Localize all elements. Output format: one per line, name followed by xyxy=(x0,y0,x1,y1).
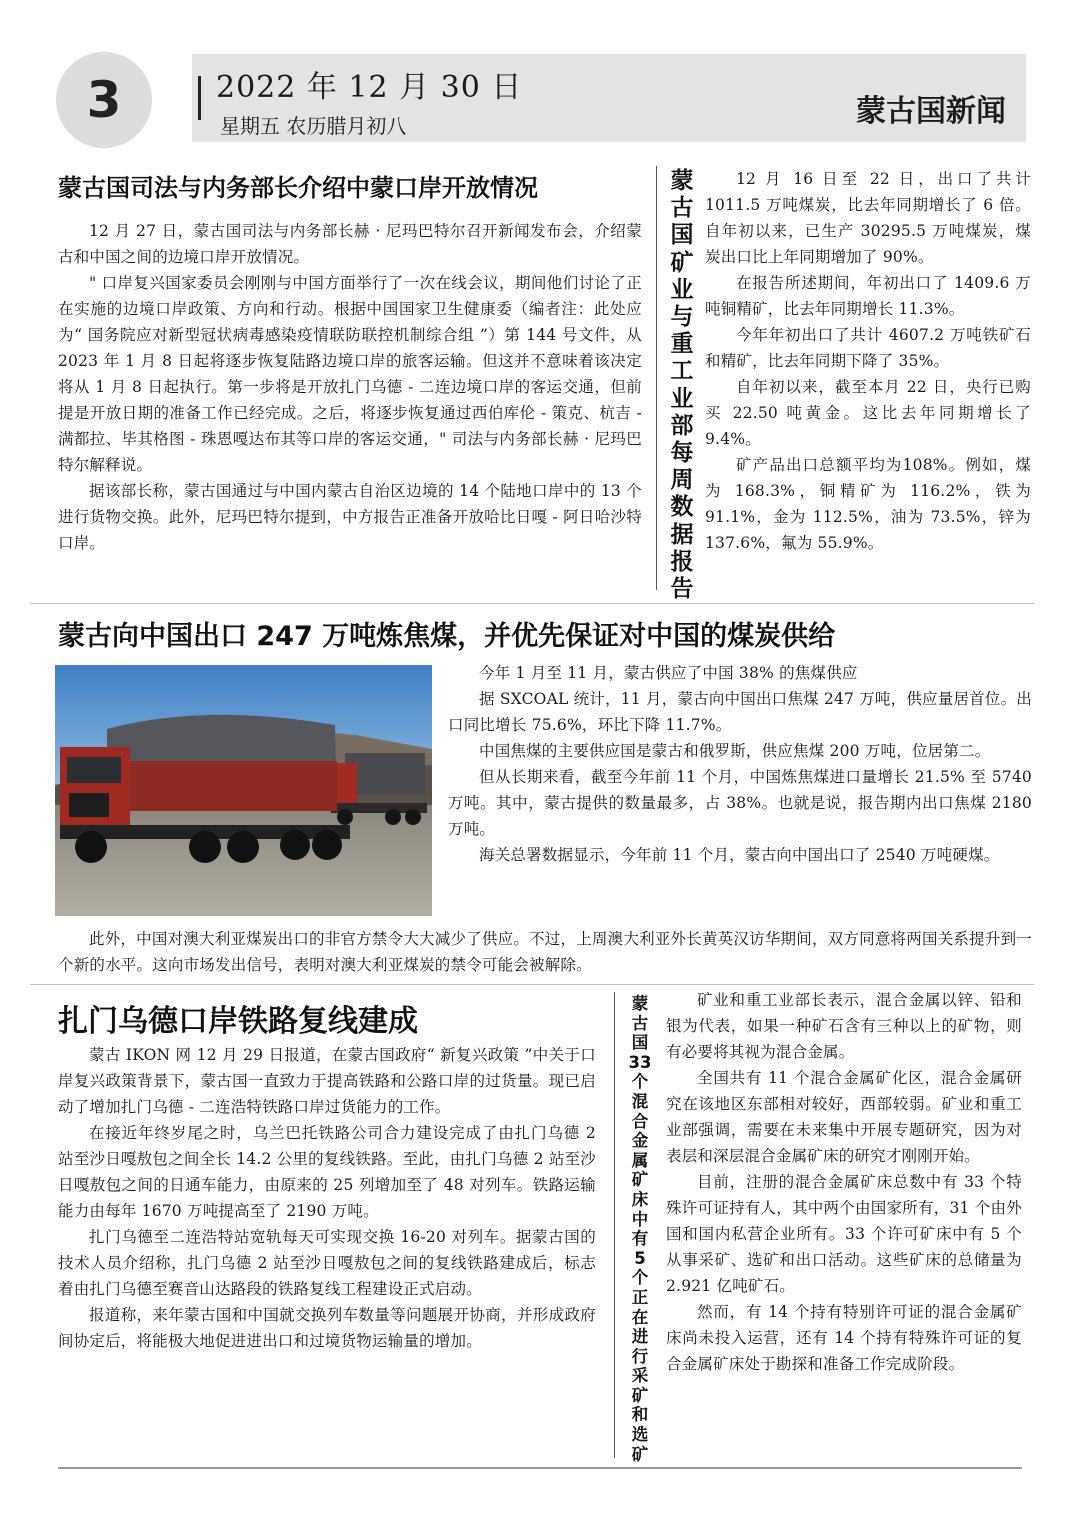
article3-paragraph: 此外，中国对澳大利亚煤炭出口的非官方禁令大大减少了供应。不过，上周澳大利亚外长黄英汉访华期间，双方同意将两国关系提升到一个新的水平。这向市场发出信号，表明对澳大利亚煤炭的禁令可能会被解除。 xyxy=(58,930,1032,974)
photo-truck-wheel xyxy=(312,830,342,860)
photo-truck-far-wheel xyxy=(385,809,401,825)
article3-paragraph: 今年 1 月至 11 月，蒙古供应了中国 38% 的焦煤供应 xyxy=(479,664,858,682)
article2-body xyxy=(705,166,1031,556)
headline-char: 数 xyxy=(670,494,694,521)
photo-truck-wheel xyxy=(75,831,107,863)
headline-char: 国 xyxy=(670,222,694,249)
headline-char: 有 xyxy=(631,1229,649,1249)
article2-vertical-headline xyxy=(664,168,700,603)
headline-char: 古 xyxy=(631,1013,649,1033)
headline-char: 工 xyxy=(670,358,694,385)
article3-paragraph: 但从长期来看，截至今年前 11 个月，中国炼焦煤进口量增长 21.5% 至 5740 万吨。其中，蒙古提供的数量最多，占 38%。也就是说，报告期内出口焦煤 2180 万吨。 xyxy=(448,768,1032,838)
article2-paragraph: 今年年初出口了共计 4607.2 万吨铁矿石和精矿，比去年同期下降了 35%。 xyxy=(705,326,1031,370)
article1-paragraph: 12 月 27 日，蒙古国司法与内务部长赫 · 尼玛巴特尔召开新闻发布会，介绍蒙古和中国之间的边境口岸开放情况。 xyxy=(58,222,642,266)
page-number-badge xyxy=(56,52,152,148)
coal-trucks-photo xyxy=(55,665,432,916)
issue-date: 2022 年 12 月 30 日 xyxy=(216,70,523,105)
article5-paragraph: 矿业和重工业部长表示，混合金属以锌、铅和银为代表，如果一种矿石含有三种以上的矿物，则有必要将其视为混合金属。 xyxy=(666,991,1022,1061)
photo-truck-wheel xyxy=(189,831,221,863)
headline-char: 个 xyxy=(631,1072,649,1092)
headline-char: 矿 xyxy=(631,1385,649,1405)
headline-char: 业 xyxy=(670,385,694,412)
headline-char: 5 xyxy=(634,1248,646,1268)
article3-body xyxy=(448,660,1032,868)
article5-paragraph: 然而，有 14 个持有特别许可证的混合金属矿床尚未投入运营，还有 14 个持有特殊许可证的复合金属矿床处于勘探和准备工作完成阶段。 xyxy=(666,1303,1022,1373)
article1-body xyxy=(58,218,642,556)
headline-char: 行 xyxy=(631,1346,649,1366)
article2-paragraph: 12 月 16 日至 22 日，出口了共计 1011.5 万吨煤炭，比去年同期增长了 6 倍。自年初以来，已生产 30295.5 万吨煤炭，煤炭出口比上年同期增加了 90%。 xyxy=(705,170,1031,266)
article1-paragraph: 据该部长称，蒙古国通过与中国内蒙古自治区边境的 14 个陆地口岸中的 13 个进行货物交换。此外，尼玛巴特尔提到，中方报告正准备开放哈比日嘎 - 阿日哈沙特口岸。 xyxy=(58,482,642,552)
article4-paragraph: 报道称，来年蒙古国和中国就交换列车数量等问题展开协商，并形成政府间协定后，将能极大地促进进出口和过境货物运输量的增加。 xyxy=(58,1306,596,1350)
photo-truck-far-wheel xyxy=(337,809,353,825)
photo-truck-wheel xyxy=(280,830,310,860)
headline-char: 业 xyxy=(670,276,694,303)
headline-char: 中 xyxy=(631,1209,649,1229)
headline-char: 矿 xyxy=(631,1170,649,1190)
headline-char: 矿 xyxy=(631,1444,649,1464)
article5-paragraph: 目前，注册的混合金属矿床总数中有 33 个特殊许可证持有人，其中两个由国家所有，31 个由外国和国内私营企业所有。33 个许可矿床中有 5 个从事采矿、选矿和出口活动。这些矿床的总储量为 2.921 亿吨矿石。 xyxy=(666,1173,1022,1295)
article4-paragraph: 扎门乌德至二连浩特站宽轨每天可实现交换 16-20 对列车。据蒙古国的技术人员介绍称，扎门乌德 2 站至沙日嘎敖包之间的复线铁路建成后，标志着由扎门乌德至赛音山达路段的铁路复线工程建设正式启动。 xyxy=(58,1228,596,1298)
article3-paragraph: 据 SXCOAL 统计，11 月，蒙古向中国出口焦煤 247 万吨，供应量居首位。出口同比增长 75.6%，环比下降 11.7%。 xyxy=(448,690,1032,734)
page-number: 3 xyxy=(86,71,122,129)
headline-char: 进 xyxy=(631,1327,649,1347)
headline-char: 蒙 xyxy=(631,994,649,1013)
headline-char: 和 xyxy=(631,1405,649,1425)
article4-paragraph: 在接近年终岁尾之时，乌兰巴托铁路公司合力建设完成了由扎门乌德 2 站至沙日嘎敖包之间全长 14.2 公里的复线铁路。至此，由扎门乌德 2 站至沙日嘎敖包之间的日通车能力，由原来的 25 列增加至了 48 对列车。铁路运输能力由每年 1670 万吨提高至了 2190 万吨。 xyxy=(58,1124,596,1220)
headline-char: 采 xyxy=(631,1366,649,1386)
headline-char: 与 xyxy=(670,304,694,331)
article1-paragraph: " 口岸复兴国家委员会刚刚与中国方面举行了一次在线会议，期间他们讨论了正在实施的边境口岸政策、方向和行动。根据中国国家卫生健康委（编者注：此处应为“ 国务院应对新型冠状病毒感染疫情联防联控机制综合组 ”）第 144 号文件，从 2023 年 1 月 8 日起将逐步恢复陆路边境口岸的旅客运输。但这并不意味着该决定将从 1 月 8 日起执行。第一步将是开放扎门乌德 - 二连边境口岸的客运交通，但前提是开放日期的准备工作已经完成。之后，将逐步恢复通过西伯库伦 - 策克、杭吉 - 满都拉、毕其格图 - 珠恩嘎达布其等口岸的客运交通，" 司法与内务部长赫 · 尼玛巴特尔解释说。 xyxy=(58,274,642,474)
column-divider xyxy=(656,166,657,590)
weekday-lunar-date: 星期五 农历腊月初八 xyxy=(220,114,407,138)
article5-paragraph: 全国共有 11 个混合金属矿化区，混合金属研究在该地区东部相对较好，西部较弱。矿业和重工业部强调，需要在未来集中开展专题研究，因为对表层和深层混合金属矿床的研究才刚刚开始。 xyxy=(666,1069,1022,1165)
article3-headline: 蒙古向中国出口 247 万吨炼焦煤，并优先保证对中国的煤炭供给 xyxy=(58,621,836,652)
headline-char: 矿 xyxy=(670,249,694,276)
article5-body xyxy=(666,987,1022,1377)
header-divider xyxy=(198,76,201,120)
headline-char: 在 xyxy=(631,1307,649,1327)
article2-paragraph: 自年初以来，截至本月 22 日，央行已购买 22.50 吨黄金。这比去年同期增长了 9.4%。 xyxy=(705,378,1031,448)
photo-truck-wheel xyxy=(227,831,259,863)
article3-paragraph: 海关总署数据显示，今年前 11 个月，蒙古向中国出口了 2540 万吨硬煤。 xyxy=(479,846,1000,864)
section-separator xyxy=(30,984,1034,985)
headline-char: 正 xyxy=(631,1287,649,1307)
article5-vertical-headline xyxy=(626,994,654,1464)
section-title: 蒙古国新闻 xyxy=(856,94,1006,129)
photo-truck-far-wheel xyxy=(405,809,421,825)
headline-char: 报 xyxy=(670,548,694,575)
headline-char: 属 xyxy=(631,1150,649,1170)
section-separator xyxy=(30,603,1034,604)
article3-tail xyxy=(58,926,1032,978)
headline-char: 混 xyxy=(631,1091,649,1111)
headline-char: 33 xyxy=(628,1052,652,1072)
headline-char: 个 xyxy=(631,1268,649,1288)
article4-paragraph: 蒙古 IKON 网 12 月 29 日报道，在蒙古国政府“ 新复兴政策 ”中关于口岸复兴政策背景下，蒙古国一直致力于提高铁路和公路口岸的过货量。现已启动了增加扎门乌德 - 二连浩特铁路口岸过货能力的工作。 xyxy=(58,1046,596,1116)
headline-char: 每 xyxy=(670,440,694,467)
headline-char: 周 xyxy=(670,467,694,494)
article4-headline: 扎门乌德口岸铁路复线建成 xyxy=(58,1004,418,1039)
article4-body xyxy=(58,1042,596,1354)
headline-char: 国 xyxy=(631,1033,649,1053)
headline-char: 重 xyxy=(670,331,694,358)
headline-char: 告 xyxy=(670,576,694,603)
headline-char: 金 xyxy=(631,1131,649,1151)
article3-paragraph: 中国焦煤的主要供应国是蒙古和俄罗斯，供应焦煤 200 万吨，位居第二。 xyxy=(479,742,991,760)
headline-char: 部 xyxy=(670,412,694,439)
column-divider xyxy=(614,992,615,1458)
headline-char: 合 xyxy=(631,1111,649,1131)
headline-char: 选 xyxy=(631,1425,649,1445)
article1-headline: 蒙古国司法与内务部长介绍中蒙口岸开放情况 xyxy=(58,174,538,202)
headline-char: 床 xyxy=(631,1189,649,1209)
headline-char: 据 xyxy=(670,521,694,548)
headline-char: 蒙 xyxy=(670,168,694,194)
article2-paragraph: 在报告所述期间，年初出口了 1409.6 万吨铜精矿，比去年同期增长 11.3%。 xyxy=(705,274,1031,318)
photo-truck-bed xyxy=(107,761,337,811)
photo-truck-grille xyxy=(69,793,109,817)
article2-paragraph: 矿产品出口总额平均为108%。例如，煤为 168.3%，铜精矿为 116.2%，铁为 91.1%，金为 112.5%，油为 73.5%，锌为 137.6%，氟为 55.9%。 xyxy=(705,456,1031,552)
page-bottom-rule xyxy=(58,1467,1022,1469)
headline-char: 古 xyxy=(670,195,694,222)
photo-truck-windshield xyxy=(67,757,121,783)
